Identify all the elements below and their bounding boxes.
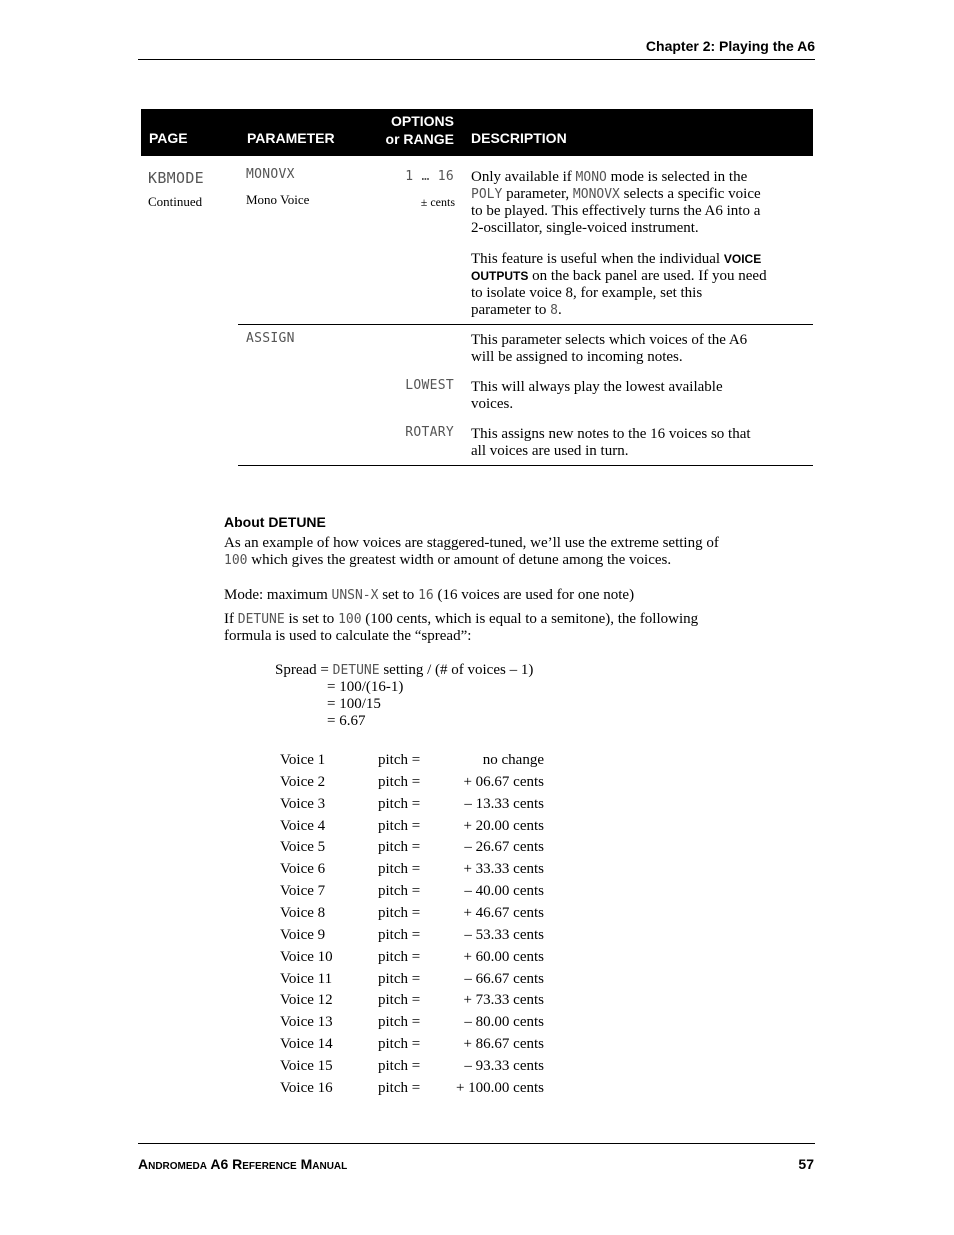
- column-description: DESCRIPTION: [471, 130, 567, 146]
- voice-name: Voice 12: [280, 992, 333, 1009]
- lowest-description: This will always play the lowest available voices.: [471, 379, 723, 412]
- voice-pitch-value: – 80.00 cents: [464, 1014, 544, 1031]
- voice-pitch-label: pitch =: [378, 861, 421, 878]
- column-options: OPTIONS: [390, 113, 454, 129]
- voice-name: Voice 3: [280, 795, 326, 812]
- page-continued-note: Continued: [148, 194, 203, 209]
- voice-pitch-value: + 100.00 cents: [455, 1079, 544, 1096]
- lcd-100: 100: [224, 553, 248, 568]
- voice-name: Voice 15: [280, 1057, 333, 1074]
- footer-title: Andromeda A6 Reference Manual: [138, 1156, 348, 1172]
- lcd-detune-formula: DETUNE: [332, 663, 380, 678]
- voice-row: [280, 1080, 550, 1100]
- voice-outputs-description: This feature is useful when the individual VOICE OUTPUTS on the back panel are used. If you need to isolate voice 8, for example, set this parameter to 8.: [471, 251, 767, 318]
- voice-name: Voice 7: [280, 883, 326, 900]
- chapter-header: Chapter 2: Playing the A6: [645, 38, 815, 54]
- page-kbmode: KBMODE: [148, 169, 204, 187]
- voice-pitch-label: pitch =: [378, 839, 421, 856]
- voice-pitch-label: pitch =: [378, 948, 421, 965]
- voice-name: Voice 5: [280, 839, 326, 856]
- voice-row: [280, 1014, 550, 1034]
- outputs-label: OUTPUTS: [471, 269, 529, 283]
- voice-pitch-label: pitch =: [378, 926, 421, 943]
- voice-pitch-value: + 06.67 cents: [463, 773, 544, 790]
- voice-row: [280, 992, 550, 1012]
- voice-pitch-value: – 93.33 cents: [464, 1057, 544, 1074]
- voice-pitch-value: – 26.67 cents: [464, 839, 544, 856]
- row-divider: [238, 324, 813, 325]
- voice-name: Voice 6: [280, 861, 326, 878]
- voice-pitch-value: + 86.67 cents: [463, 1036, 544, 1053]
- voice-row: [280, 949, 550, 969]
- voice-name: Voice 8: [280, 904, 326, 921]
- voice-pitch-value: – 40.00 cents: [464, 883, 544, 900]
- lcd-detune: DETUNE: [237, 612, 285, 627]
- lcd-mono: MONO: [575, 170, 607, 185]
- voice-pitch-label: pitch =: [378, 817, 421, 834]
- voice-pitch-value: – 66.67 cents: [464, 970, 544, 987]
- voice-pitch-value: – 13.33 cents: [464, 795, 544, 812]
- voice-name: Voice 11: [280, 970, 333, 987]
- voice-name: Voice 16: [280, 1079, 333, 1096]
- voice-row: [280, 883, 550, 903]
- voice-pitch-value: + 33.33 cents: [463, 861, 544, 878]
- formula-step-2: = 100/15: [327, 696, 381, 712]
- voice-pitch-label: pitch =: [378, 1036, 421, 1053]
- formula-step-1: = 100/(16-1): [327, 679, 404, 695]
- assign-description: This parameter selects which voices of the A6 will be assigned to incoming notes.: [471, 332, 748, 365]
- voice-pitch-label: pitch =: [378, 904, 421, 921]
- voice-pitch-value: + 73.33 cents: [463, 992, 544, 1009]
- voice-name: Voice 14: [280, 1036, 333, 1053]
- parameter-monovx: MONOVX: [246, 167, 295, 182]
- voice-row: [280, 861, 550, 881]
- voice-pitch-label: pitch =: [378, 752, 421, 768]
- voice-name: Voice 4: [280, 817, 326, 834]
- lcd-monovx: MONOVX: [572, 187, 620, 202]
- voice-row: [280, 796, 550, 816]
- voice-pitch-label: pitch =: [378, 795, 421, 812]
- voice-name: Voice 9: [280, 926, 326, 943]
- voice-pitch-label: pitch =: [378, 1014, 421, 1031]
- formula-step-3: = 6.67: [327, 713, 366, 729]
- voice-name: Voice 1: [280, 752, 326, 768]
- voice-row: [280, 905, 550, 925]
- voice-pitch-label: pitch =: [378, 992, 421, 1009]
- range-value: 1 … 16: [405, 169, 454, 184]
- column-parameter: PARAMETER: [247, 130, 335, 146]
- column-range: or RANGE: [385, 131, 454, 147]
- lcd-unsn-x: UNSN-X: [331, 588, 379, 603]
- voice-pitch-value: – 53.33 cents: [464, 926, 544, 943]
- lcd-16: 16: [418, 588, 434, 603]
- parameter-monovx-note: Mono Voice: [246, 192, 310, 207]
- voice-pitch-label: pitch =: [378, 773, 421, 790]
- column-page: PAGE: [149, 130, 188, 146]
- rotary-description: This assigns new notes to the 16 voices so that all voices are used in turn.: [471, 426, 751, 459]
- voice-pitch-label: pitch =: [378, 970, 421, 987]
- section-heading: About DETUNE: [224, 514, 326, 530]
- voice-name: Voice 13: [280, 1014, 333, 1031]
- voice-label: VOICE: [723, 252, 762, 266]
- spread-formula: Spread = DETUNE setting / (# of voices – 1): [275, 662, 534, 678]
- voice-name: Voice 2: [280, 773, 326, 790]
- voice-row: [280, 927, 550, 947]
- range-unit: ± cents: [420, 195, 455, 209]
- lcd-100-b: 100: [338, 612, 362, 627]
- voice-row: [280, 971, 550, 991]
- voice-row: [280, 774, 550, 794]
- lcd-8: 8: [550, 303, 558, 318]
- parameter-assign: ASSIGN: [246, 331, 295, 346]
- voice-pitch-label: pitch =: [378, 1057, 421, 1074]
- page-number: 57: [798, 1156, 814, 1172]
- monovx-description: Only available if MONO mode is selected in the POLY parameter, MONOVX selects a specific voice to be played. This effectively turns the A6 into a 2-oscillator, single-voiced instrument.: [471, 169, 761, 236]
- lcd-poly: POLY: [471, 187, 503, 202]
- option-rotary: ROTARY: [405, 425, 454, 440]
- table-header: [141, 109, 813, 156]
- voice-row: [280, 839, 550, 859]
- about-paragraph: As an example of how voices are staggered-tuned, we’ll use the extreme setting of 100 which gives the greatest width or amount of detune among the voices.: [224, 535, 719, 568]
- voice-pitch-value: + 46.67 cents: [463, 904, 544, 921]
- mode-line: Mode: maximum UNSN-X set to 16 (16 voices are used for one note): [224, 587, 635, 603]
- footer-rule: [138, 1143, 815, 1144]
- table-bottom-rule: [238, 465, 813, 466]
- voice-row: [280, 1058, 550, 1078]
- voice-pitch-label: pitch =: [378, 1079, 421, 1096]
- voice-row: [280, 752, 550, 772]
- voice-pitch-value: no change: [482, 752, 544, 768]
- voice-row: [280, 818, 550, 838]
- option-lowest: LOWEST: [405, 378, 454, 393]
- voice-pitch-label: pitch =: [378, 883, 421, 900]
- voice-name: Voice 10: [280, 948, 333, 965]
- voice-pitch-value: + 20.00 cents: [463, 817, 544, 834]
- voice-pitch-value: + 60.00 cents: [463, 948, 544, 965]
- detune-paragraph: If DETUNE is set to 100 (100 cents, which is equal to a semitone), the following formula is used to calculate the “spread”:: [224, 611, 699, 644]
- header-rule: [138, 59, 815, 60]
- voice-row: [280, 1036, 550, 1056]
